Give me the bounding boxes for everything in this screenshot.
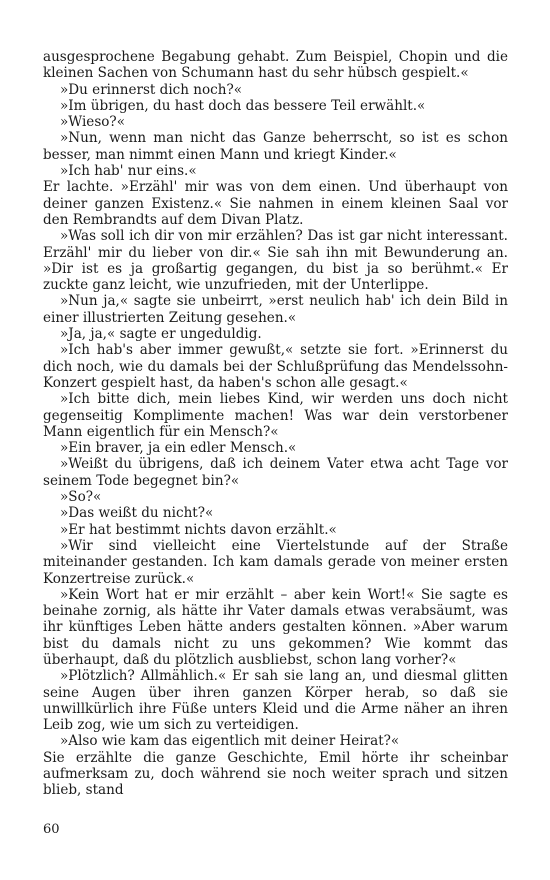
paragraph: »Er hat bestimmt nichts davon erzählt.« bbox=[60, 521, 337, 538]
paragraph: »Kein Wort hat er mir erzählt – aber kein Wort!« Sie sagte es beinahe zornig, als hätte ihr Vater damals etwas verabsäumt, was ihr künftiges Leben hätte anders gestalten können. »Aber warum bist du damals nicht zu uns gekommen? Wie kommt das überhaupt, daß du plötzlich ausbliebst, schon lang vorher?« bbox=[43, 586, 508, 668]
paragraph: »Weißt du übrigens, daß ich deinem Vater etwa acht Tage vor seinem Tode begegnet bin?« bbox=[43, 456, 508, 489]
paragraph: »Nun ja,« sagte sie unbeirrt, »erst neulich hab' ich dein Bild in einer illustrierten Zeitung gesehen.« bbox=[43, 293, 508, 326]
paragraph: »Ich hab' nur eins.« bbox=[60, 163, 197, 180]
paragraph: »So?« bbox=[60, 489, 102, 506]
body-text bbox=[43, 49, 508, 799]
paragraph: »Ein braver, ja ein edler Mensch.« bbox=[60, 440, 297, 457]
paragraph: ausgesprochene Begabung gehabt. Zum Beispiel, Chopin und die kleinen Sachen von Schumann hast du sehr hübsch gespielt.« bbox=[43, 49, 508, 82]
paragraph: »Also wie kam das eigentlich mit deiner Heirat?« bbox=[60, 733, 400, 750]
paragraph: »Was soll ich dir von mir erzählen? Das ist gar nicht interessant. Erzähl' mir du lieber von dir.« Sie sah ihn mit Bewunderung an. »Dir ist es ja großartig gegangen, du bist ja so berühmt.« Er zuckte ganz leicht, wie unzufrieden, mit der Unterlippe. bbox=[43, 228, 508, 294]
paragraph: »Wieso?« bbox=[60, 114, 125, 131]
paragraph: Er lachte. »Erzähl' mir was von dem einen. Und überhaupt von deiner ganzen Existenz.« Sie nahmen in einem kleinen Saal vor den Rembrandts auf dem Divan Platz. bbox=[43, 179, 508, 228]
paragraph: Sie erzählte die ganze Geschichte, Emil hörte ihr scheinbar aufmerksam zu, doch während sie noch weiter sprach und sitzen blieb, stand bbox=[43, 749, 508, 799]
paragraph: »Wir sind vielleicht eine Viertelstunde auf der Straße miteinander gestanden. Ich kam damals gerade von meiner ersten Konzertreise zurück.« bbox=[43, 537, 508, 587]
paragraph: »Du erinnerst dich noch?« bbox=[60, 81, 243, 98]
paragraph: »Plötzlich? Allmählich.« Er sah sie lang an, und diesmal glitten seine Augen über ihren ganzen Körper herab, so daß sie unwillkürlich ihre Füße unters Kleid und die Arme näher an ihren Leib zog, wie um sich zu verteidigen. bbox=[43, 668, 508, 734]
paragraph: »Das weißt du nicht?« bbox=[60, 505, 214, 522]
paragraph: »Nun, wenn man nicht das Ganze beherrscht, so ist es schon besser, man nimmt einen Mann und kriegt Kinder.« bbox=[43, 130, 508, 163]
paragraph: »Im übrigen, du hast doch das bessere Teil erwählt.« bbox=[60, 97, 426, 114]
paragraph: »Ich hab's aber immer gewußt,« setzte sie fort. »Erinnerst du dich noch, wie du damals bei der Schlußprüfung das Mendelssohn-Konzert gespielt hast, da haben's schon alle gesagt.« bbox=[43, 342, 508, 391]
paragraph: »Ja, ja,« sagte er ungeduldig. bbox=[60, 326, 262, 343]
page-number: 60 bbox=[43, 822, 60, 837]
paragraph: »Ich bitte dich, mein liebes Kind, wir werden uns doch nicht gegenseitig Komplimente machen! Was war dein verstorbener Mann eigentlich für ein Mensch?« bbox=[43, 391, 508, 440]
